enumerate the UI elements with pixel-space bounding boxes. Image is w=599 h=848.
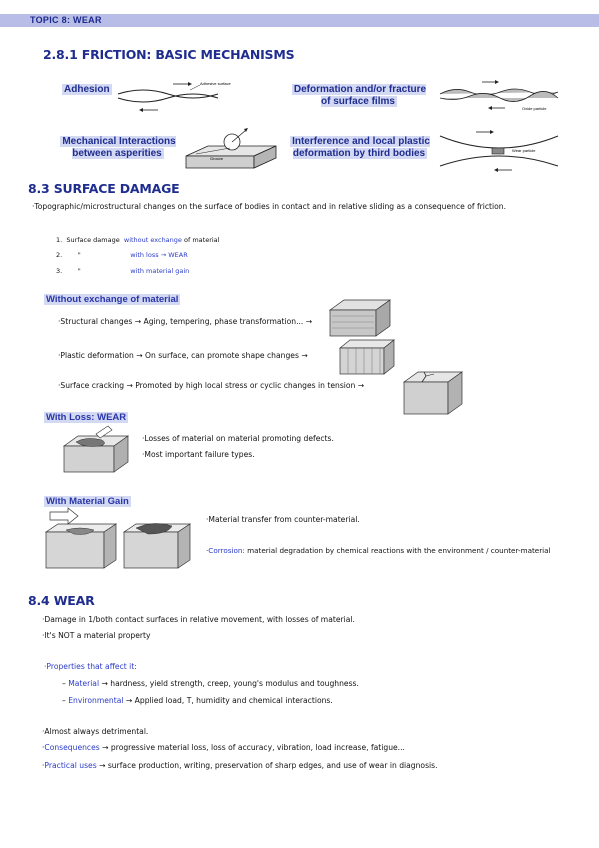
damage-list-item-2: 2. " with loss → WEAR [56, 251, 188, 259]
groove-caption: Groove [210, 156, 224, 161]
surface-cracking-item: ·Surface cracking → Promoted by high local stress or cyclic changes in tension → [58, 381, 365, 390]
wear-particle-caption: Wear particle [512, 148, 536, 153]
plastic-deformation-block [336, 338, 396, 376]
mechanism-adhesion-label: Adhesion [64, 84, 110, 95]
structural-changes-item: ·Structural changes → Aging, tempering, phase transformation... → [58, 317, 313, 326]
structural-changes-block [326, 296, 392, 342]
consequences-item: ·Consequences → progressive material loss, loss of accuracy, vibration, load increase, fatigue... [42, 743, 405, 752]
mechanism-third-bodies-label: Interference and local plastic deformation by third bodies [292, 136, 430, 159]
detrimental-note: ·Almost always detrimental. [42, 727, 149, 736]
surface-cracking-block [402, 370, 464, 416]
topic-title: TOPIC 8: WEAR [30, 15, 102, 25]
with-gain-item-1: ·Material transfer from counter-material. [206, 515, 360, 524]
material-gain-blocks [44, 508, 194, 570]
section-84-title: 8.4 WEAR [28, 593, 95, 608]
adhesion-diagram [118, 80, 231, 114]
mechanism-deformation-films-label: Deformation and/or fracture of surface films [293, 84, 427, 107]
section-281-title: 2.8.1 FRICTION: BASIC MECHANISMS [43, 47, 295, 62]
property-environmental: – Environmental → Applied load, T, humidity and chemical interactions. [62, 696, 333, 705]
wear-loss-block [62, 424, 130, 474]
mechanism-asperities-label: Mechanical Interactions between asperities [62, 136, 176, 159]
surface-films-diagram [440, 78, 558, 114]
plastic-deformation-item: ·Plastic deformation → On surface, can promote shape changes → [58, 351, 308, 360]
without-exchange-heading: Without exchange of material [46, 294, 179, 305]
with-loss-item-1: ·Losses of material on material promoting defects. [142, 434, 334, 443]
third-bodies-diagram [440, 128, 558, 172]
wear-point-2: ·It's NOT a material property [42, 631, 151, 640]
section-83-intro: ·Topographic/microstructural changes on the surface of bodies in contact and in relative sliding as a consequence of friction. [32, 202, 507, 211]
with-gain-item-2: ·Corrosion: material degradation by chemical reactions with the environment / counter-material [206, 546, 551, 555]
section-83-title: 8.3 SURFACE DAMAGE [28, 181, 180, 196]
wear-point-1: ·Damage in 1/both contact surfaces in relative movement, with losses of material. [42, 615, 355, 624]
damage-list-item-1: 1. Surface damage without exchange of material [56, 236, 220, 244]
damage-list-item-3: 3. " with material gain [56, 267, 190, 275]
adhesion-caption: Adhesive surface [200, 81, 231, 86]
asperities-diagram [186, 124, 276, 174]
with-gain-heading: With Material Gain [46, 496, 129, 507]
oxide-caption: Oxide particle [522, 106, 547, 111]
with-loss-item-2: ·Most important failure types. [142, 450, 255, 459]
properties-heading: ·Properties that affect it: [44, 662, 137, 671]
with-loss-heading: With Loss: WEAR [46, 412, 127, 423]
practical-uses-item: ·Practical uses → surface production, writing, preservation of sharp edges, and use of wear in diagnosis. [42, 761, 438, 770]
property-material: – Material → hardness, yield strength, creep, young's modulus and toughness. [62, 679, 359, 688]
